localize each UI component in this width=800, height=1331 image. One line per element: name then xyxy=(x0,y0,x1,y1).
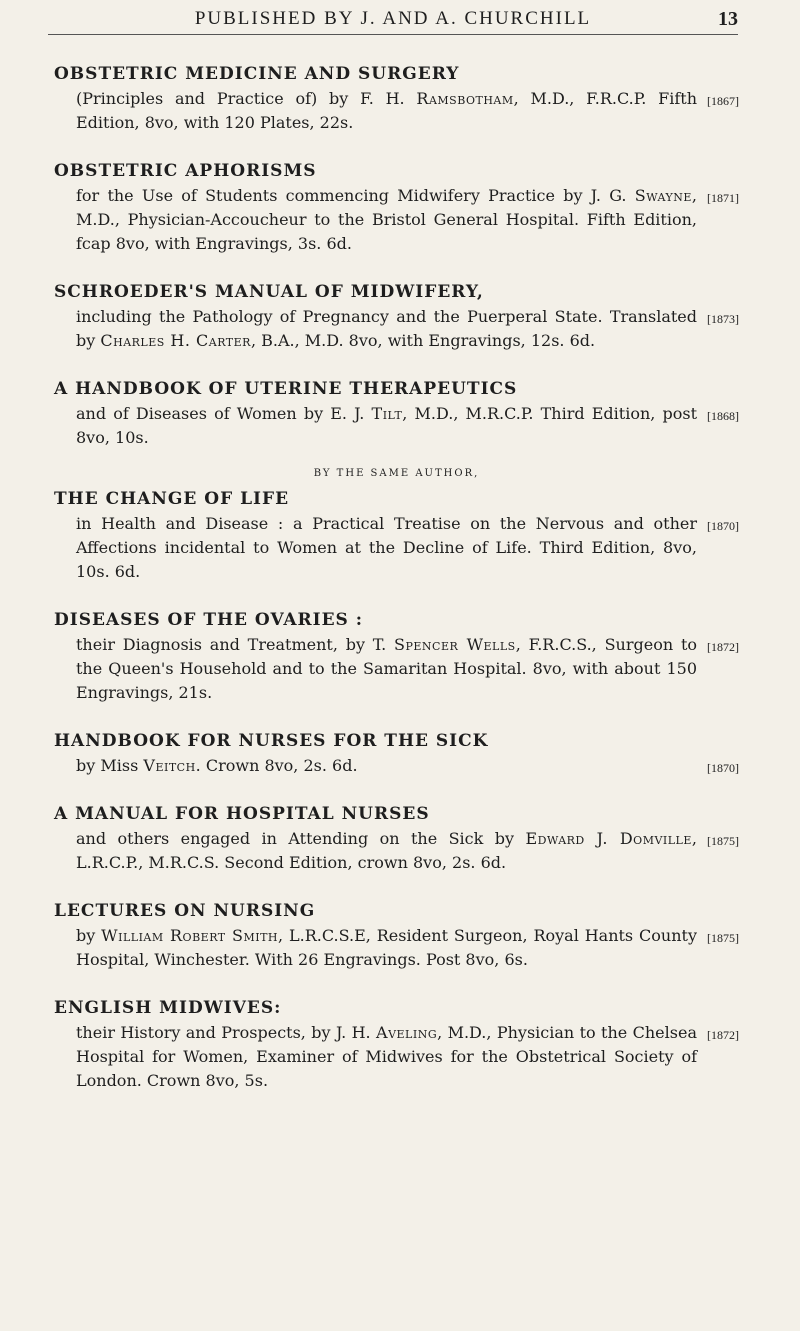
running-title: PUBLISHED BY J. AND A. CHURCHILL xyxy=(194,8,592,29)
publication-year: [1875] xyxy=(707,931,739,945)
book-title: DISEASES OF THE OVARIES : xyxy=(54,610,364,630)
description-text: including the Pathology of Pregnancy and the Puerperal State. Translated by xyxy=(76,307,697,350)
publication-year: [1868] xyxy=(707,409,739,423)
description-text-cont: , F.R.C.S., Surgeon to the Queen's Household and to the Samaritan Hospital. 8vo, with about 150 Engravings, 21s. xyxy=(76,635,698,702)
description-text-cont: . Crown 8vo, 2s. 6d. xyxy=(195,756,358,775)
book-description xyxy=(54,184,739,256)
description-text-cont: , M.D., Physician to the Chelsea Hospital for Women, Examiner of Midwives for the Obstetrical Society of London. Crown 8vo, 5s. xyxy=(76,1023,697,1090)
book-title: OBSTETRIC MEDICINE AND SURGERY xyxy=(54,64,460,84)
publication-year: [1870] xyxy=(707,761,739,775)
book-entry xyxy=(54,729,739,778)
book-entry xyxy=(54,280,739,353)
description-text: their Diagnosis and Treatment, by T. xyxy=(76,635,387,654)
author-name: Veitch xyxy=(143,756,196,775)
description-text: (Principles and Practice of) by F. H. xyxy=(76,89,405,108)
description-text-cont: , L.R.C.P., M.R.C.S. Second Edition, crown 8vo, 2s. 6d. xyxy=(76,829,697,872)
author-name: William Robert Smith xyxy=(101,926,279,945)
book-entry xyxy=(54,802,739,875)
author-name: Aveling xyxy=(376,1023,438,1042)
publication-year: [1867] xyxy=(707,94,739,108)
description-text: and of Diseases of Women by E. J. xyxy=(76,404,365,423)
author-name: Spencer Wells xyxy=(394,635,516,654)
description-text-cont: , M.D., Physician-Accoucheur to the Bristol General Hospital. Fifth Edition, fcap 8vo, with Engravings, 3s. 6d. xyxy=(76,186,698,253)
publication-year: [1873] xyxy=(707,312,739,326)
book-description xyxy=(54,633,739,705)
book-description xyxy=(54,754,739,778)
book-title: LECTURES ON NURSING xyxy=(54,901,316,921)
description-text-cont: , M.D., F.R.C.P. Fifth Edition, 8vo, with 120 Plates, 22s. xyxy=(76,89,698,132)
author-name: Swayne xyxy=(634,186,692,205)
book-list xyxy=(54,62,739,1117)
book-entry xyxy=(54,159,739,256)
book-entry xyxy=(54,377,739,450)
book-title: A MANUAL FOR HOSPITAL NURSES xyxy=(54,804,430,824)
book-title: HANDBOOK FOR NURSES FOR THE SICK xyxy=(54,731,489,751)
description-text: by xyxy=(76,926,96,945)
description-text: by Miss xyxy=(76,756,139,775)
book-description xyxy=(54,924,739,972)
description-text: for the Use of Students commencing Midwifery Practice by J. G. xyxy=(76,186,627,205)
book-title: THE CHANGE OF LIFE xyxy=(54,489,290,509)
publication-year: [1872] xyxy=(707,1028,739,1042)
description-text: and others engaged in Attending on the Sick by xyxy=(76,829,515,848)
publication-year: [1872] xyxy=(707,640,739,654)
description-text: in Health and Disease : a Practical Treatise on the Nervous and other Affections incidental to Women at the Decline of Life. Third Edition, 8vo, 10s. 6d. xyxy=(76,514,697,581)
description-text-cont: , L.R.C.S.E, Resident Surgeon, Royal Hants County Hospital, Winchester. With 26 Engravings. Post 8vo, 6s. xyxy=(76,926,697,969)
book-description xyxy=(54,827,739,875)
publication-year: [1875] xyxy=(707,834,739,848)
book-entry xyxy=(54,608,739,705)
author-name: Charles H. Carter xyxy=(100,331,251,350)
book-description xyxy=(54,87,739,135)
book-entry xyxy=(54,468,739,584)
page-number: 13 xyxy=(718,8,738,30)
book-title: OBSTETRIC APHORISMS xyxy=(54,161,317,181)
book-description xyxy=(54,1021,739,1093)
publication-year: [1871] xyxy=(707,191,739,205)
byline: BY THE SAME AUTHOR, xyxy=(313,468,480,479)
description-text: their History and Prospects, by J. H. xyxy=(76,1023,371,1042)
description-text-cont: , M.D., M.R.C.P. Third Edition, post 8vo, 10s. xyxy=(76,404,697,447)
author-name: Ramsbotham xyxy=(416,89,514,108)
book-entry xyxy=(54,899,739,972)
book-description xyxy=(54,402,739,450)
running-head xyxy=(48,8,738,35)
book-description xyxy=(54,305,739,353)
book-title: ENGLISH MIDWIVES: xyxy=(54,998,282,1018)
book-entry xyxy=(54,62,739,135)
book-title: SCHROEDER'S MANUAL OF MIDWIFERY, xyxy=(54,282,484,302)
description-text-cont: , B.A., M.D. 8vo, with Engravings, 12s. 6d. xyxy=(250,331,596,350)
author-name: Tilt xyxy=(371,404,403,423)
author-name: Edward J. Domville xyxy=(525,829,692,848)
book-entry xyxy=(54,996,739,1093)
publication-year: [1870] xyxy=(707,519,739,533)
book-description xyxy=(54,512,739,584)
book-title: A HANDBOOK OF UTERINE THERAPEUTICS xyxy=(54,379,518,399)
